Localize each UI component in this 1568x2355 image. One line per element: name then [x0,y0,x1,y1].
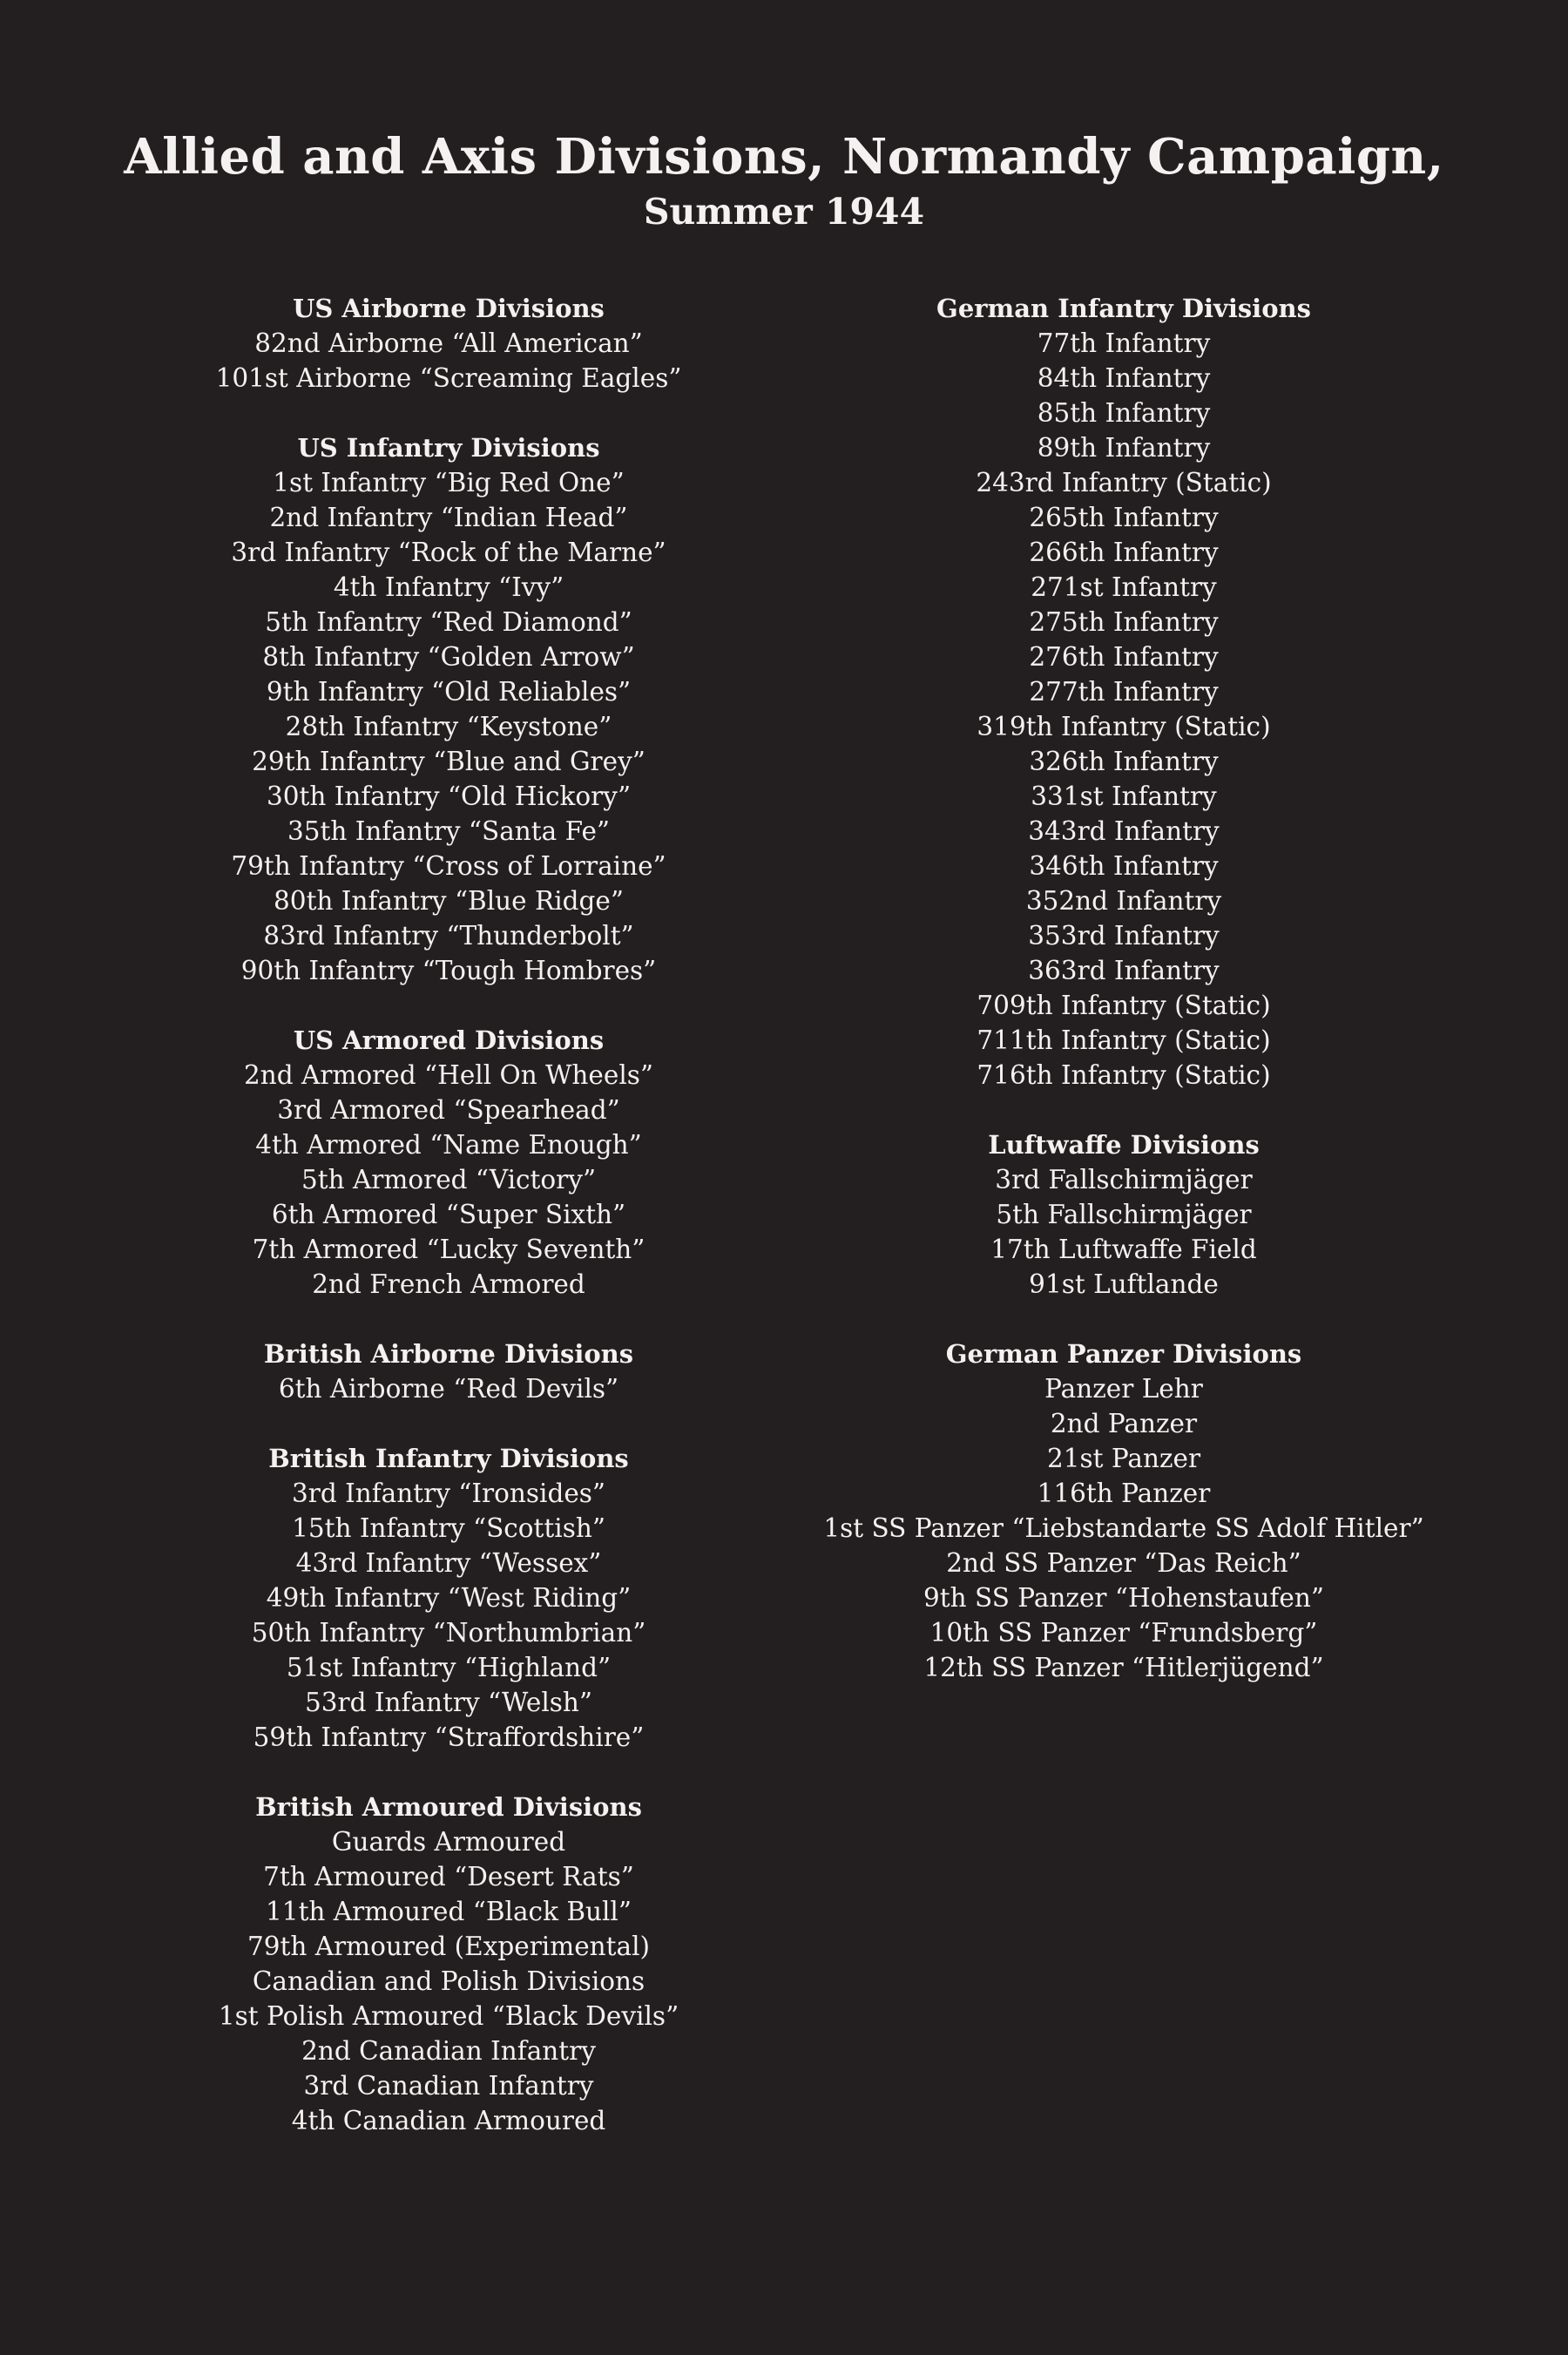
division-item: 82nd Airborne “All American” [254,328,643,358]
division-item: 5th Fallschirmjäger [996,1200,1252,1229]
division-item: 2nd SS Panzer “Das Reich” [946,1548,1301,1578]
division-list [775,1162,1472,1302]
division-list [775,1371,1472,1685]
division-item: 5th Infantry “Red Diamond” [265,607,632,637]
division-item: 30th Infantry “Old Hickory” [266,782,632,811]
division-list [775,326,1472,1093]
division-item: 51st Infantry “Highland” [286,1653,612,1682]
division-item: 17th Luftwaffe Field [990,1235,1257,1264]
division-item: 2nd Armored “Hell On Wheels” [244,1060,653,1090]
division-item: 79th Infantry “Cross of Lorraine” [231,851,666,881]
right-column [775,291,1472,1720]
division-list [100,1371,797,1406]
division-item: 2nd Panzer [1050,1409,1198,1438]
division-item: 276th Infantry [1029,642,1219,672]
division-item: 4th Canadian Armoured [291,2106,606,2135]
section-us-airborne-divisions [100,291,797,396]
section-heading: US Airborne Divisions [293,294,605,323]
division-item: 89th Infantry [1037,433,1211,463]
division-item: 363rd Infantry [1028,956,1220,985]
division-item: 275th Infantry [1029,607,1219,637]
division-list [100,1058,797,1302]
division-item: 7th Armoured “Desert Rats” [263,1862,634,1891]
division-item: 2nd Infantry “Indian Head” [269,503,628,532]
division-item: 353rd Infantry [1028,921,1220,951]
section-us-armored-divisions [100,1023,797,1302]
division-item: Guards Armoured [331,1827,566,1857]
division-item: 243rd Infantry (Static) [976,468,1272,497]
division-item: 11th Armoured “Black Bull” [266,1897,632,1926]
division-item: 5th Armored “Victory” [301,1165,597,1194]
division-item: 277th Infantry [1029,677,1219,707]
section-heading: British Infantry Divisions [268,1444,629,1473]
division-item: 80th Infantry “Blue Ridge” [274,886,624,916]
title-block [0,126,1568,234]
division-item: 271st Infantry [1031,572,1217,602]
section-german-infantry-divisions [775,291,1472,1093]
division-item: 2nd Canadian Infantry [301,2036,596,2066]
division-item: 83rd Infantry “Thunderbolt” [263,921,634,951]
division-list [100,326,797,396]
division-item: 50th Infantry “Northumbrian” [251,1618,646,1648]
division-item: 85th Infantry [1037,398,1211,428]
left-column [100,291,797,2173]
division-item: 4th Infantry “Ivy” [333,572,564,602]
division-item: 6th Airborne “Red Devils” [278,1374,619,1404]
division-item: 265th Infantry [1029,503,1219,532]
section-heading: Luftwaffe Divisions [988,1130,1260,1160]
division-item: 59th Infantry “Straffordshire” [253,1722,645,1752]
page-subtitle: Summer 1944 [643,191,925,233]
division-item: 35th Infantry “Santa Fe” [287,816,611,846]
division-item: 3rd Armored “Spearhead” [277,1095,620,1125]
section-heading: British Armoured Divisions [255,1792,642,1822]
section-heading: German Panzer Divisions [945,1339,1302,1369]
section-us-infantry-divisions [100,430,797,988]
division-item: 716th Infantry (Static) [977,1060,1271,1090]
page-title: Allied and Axis Divisions, Normandy Campaign, [124,128,1444,186]
section-german-panzer-divisions [775,1337,1472,1685]
division-item: 116th Panzer [1037,1479,1211,1508]
division-item: 43rd Infantry “Wessex” [295,1548,602,1578]
division-item: 3rd Fallschirmjäger [995,1165,1253,1194]
division-item: 101st Airborne “Screaming Eagles” [215,363,682,393]
division-item: 28th Infantry “Keystone” [285,712,612,741]
division-item: 84th Infantry [1037,363,1211,393]
division-item: 326th Infantry [1029,747,1219,776]
division-list [100,1476,797,1755]
division-item: 53rd Infantry “Welsh” [305,1688,592,1717]
division-item: 77th Infantry [1037,328,1211,358]
section-british-armoured-divisions [100,1790,797,2138]
division-item: 21st Panzer [1046,1444,1201,1473]
division-item: 9th SS Panzer “Hohenstaufen” [923,1583,1324,1613]
division-item: 10th SS Panzer “Frundsberg” [929,1618,1318,1648]
division-item: 4th Armored “Name Enough” [255,1130,642,1160]
section-heading: US Armored Divisions [293,1025,605,1055]
division-item: 346th Infantry [1029,851,1219,881]
section-heading: German Infantry Divisions [936,294,1311,323]
division-item: 3rd Infantry “Rock of the Marne” [231,538,666,567]
section-british-airborne-divisions [100,1337,797,1406]
division-item: Panzer Lehr [1044,1374,1203,1404]
division-list [100,465,797,988]
division-item: 709th Infantry (Static) [977,991,1271,1020]
division-list [100,1824,797,2138]
division-item: 3rd Infantry “Ironsides” [291,1479,606,1508]
division-item: 15th Infantry “Scottish” [292,1513,605,1543]
division-item: 90th Infantry “Tough Hombres” [240,956,657,985]
division-item: 29th Infantry “Blue and Grey” [252,747,645,776]
division-item: Canadian and Polish Divisions [252,1966,645,1996]
division-item: 9th Infantry “Old Reliables” [266,677,632,707]
division-item: 12th SS Panzer “Hitlerjügend” [923,1653,1324,1682]
section-british-infantry-divisions [100,1441,797,1755]
division-item: 1st Polish Armoured “Black Devils” [218,2001,679,2031]
division-item: 1st Infantry “Big Red One” [273,468,625,497]
section-luftwaffe-divisions [775,1127,1472,1302]
division-item: 3rd Canadian Infantry [303,2071,594,2101]
division-item: 79th Armoured (Experimental) [247,1932,651,1961]
division-item: 266th Infantry [1029,538,1219,567]
division-item: 343rd Infantry [1028,816,1220,846]
division-item: 7th Armored “Lucky Seventh” [252,1235,645,1264]
division-item: 711th Infantry (Static) [977,1025,1271,1055]
division-item: 2nd French Armored [312,1269,585,1299]
division-item: 319th Infantry (Static) [977,712,1271,741]
division-item: 49th Infantry “West Riding” [266,1583,632,1613]
section-heading: US Infantry Divisions [297,433,600,463]
division-item: 1st SS Panzer “Liebstandarte SS Adolf Hitler” [823,1513,1424,1543]
division-item: 6th Armored “Super Sixth” [271,1200,626,1229]
division-item: 91st Luftlande [1029,1269,1219,1299]
section-heading: British Airborne Divisions [263,1339,634,1369]
division-item: 8th Infantry “Golden Arrow” [262,642,635,672]
division-item: 352nd Infantry [1025,886,1222,916]
division-item: 331st Infantry [1031,782,1217,811]
